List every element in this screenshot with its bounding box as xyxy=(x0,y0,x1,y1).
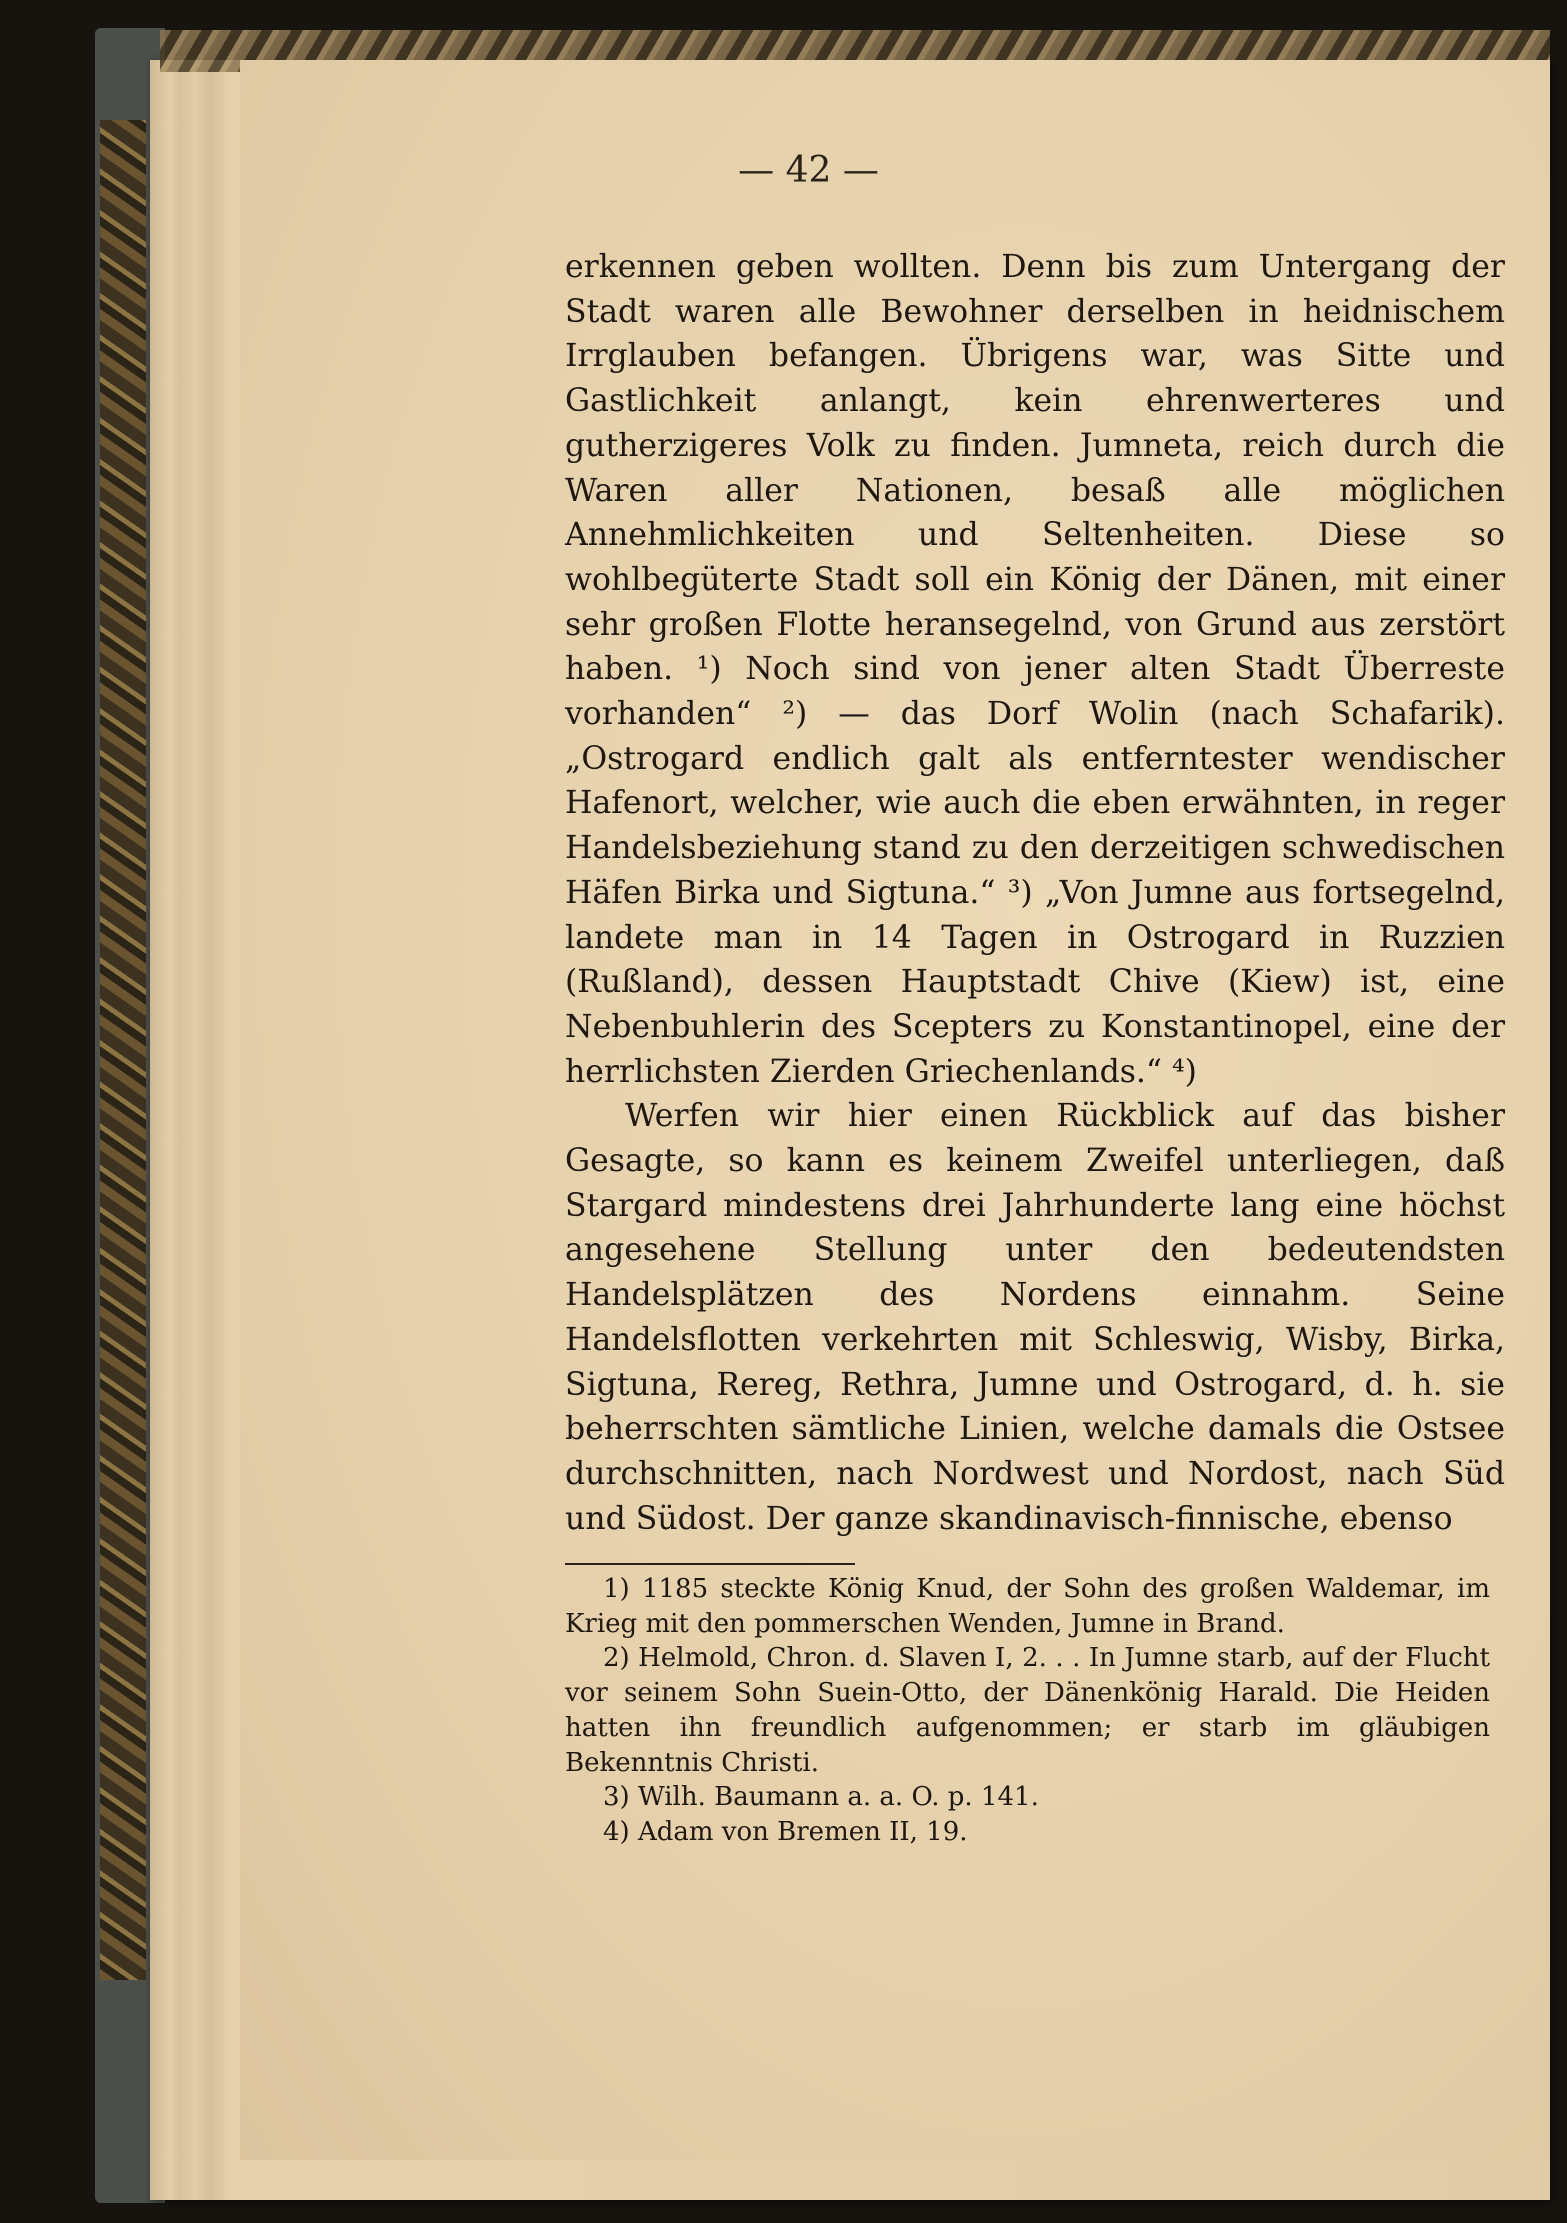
paragraph-1: erkennen geben wollten. Denn bis zum Untergang der Stadt waren alle Bewohner derselben in heidnischem Irrglauben befangen. Übrigens war, was Sitte und Gastlichkeit anlangt, kein ehrenwerteres und gutherzigeres Volk zu finden. Jumneta, reich durch die Waren aller Nationen, besaß alle möglichen Annehmlichkeiten und Seltenheiten. Diese so wohlbegüterte Stadt soll ein König der Dänen, mit einer sehr großen Flotte heransegelnd, von Grund aus zerstört haben. ¹) Noch sind von jener alten Stadt Überreste vorhanden“ ²) — das Dorf Wolin (nach Schafarik). „Ostrogard endlich galt als entferntester wendischer Hafenort, welcher, wie auch die eben erwähnten, in reger Handelsbeziehung stand zu den derzeitigen schwedischen Häfen Birka und Sigtuna.“ ³) „Von Jumne aus fortsegelnd, landete man in 14 Tagen in Ostrogard in Ruzzien (Rußland), dessen Hauptstadt Chive (Kiew) ist, eine Nebenbuhlerin des Scepters zu Konstantinopel, eine der herrlichsten Zierden Griechenlands.“ ⁴) xyxy=(565,249,1505,1090)
body-text xyxy=(565,245,1505,1541)
footnote-rule xyxy=(565,1563,855,1565)
footnote-3: 3) Wilh. Baumann a. a. O. p. 141. xyxy=(603,1782,1039,1813)
footnotes xyxy=(565,1572,1490,1850)
footnote-4: 4) Adam von Bremen II, 19. xyxy=(603,1816,968,1847)
page-number xyxy=(0,150,1567,191)
paragraph-2: Werfen wir hier einen Rückblick auf das bisher Gesagte, so kann es keinem Zweifel unterliegen, daß Stargard mindestens drei Jahrhunderte lang eine höchst angesehene Stellung unter den bedeutendsten Handelsplätzen des Nordens einnahm. Seine Handelsflotten verkehrten mit Schleswig, Wisby, Birka, Sigtuna, Rereg, Rethra, Jumne und Ostrogard, d. h. sie beherrschten sämtliche Linien, welche damals die Ostsee durchschnitten, nach Nordwest und Nordost, nach Süd und Südost. Der ganze skandinavisch-finnische, ebenso xyxy=(565,1098,1505,1537)
footnote-2: 2) Helmold, Chron. d. Slaven I, 2. . . In Jumne starb, auf der Flucht vor seinem Sohn Suein-Otto, der Dänenkönig Harald. Die Heiden hatten ihn freundlich aufgenommen; er starb im gläubigen Bekenntnis Christi. xyxy=(565,1643,1490,1778)
marbled-endpaper xyxy=(100,120,146,1980)
footnote-1: 1) 1185 steckte König Knud, der Sohn des großen Waldemar, im Krieg mit den pommerschen Wenden, Jumne in Brand. xyxy=(565,1574,1490,1639)
page-number-text: — 42 — xyxy=(738,150,879,191)
